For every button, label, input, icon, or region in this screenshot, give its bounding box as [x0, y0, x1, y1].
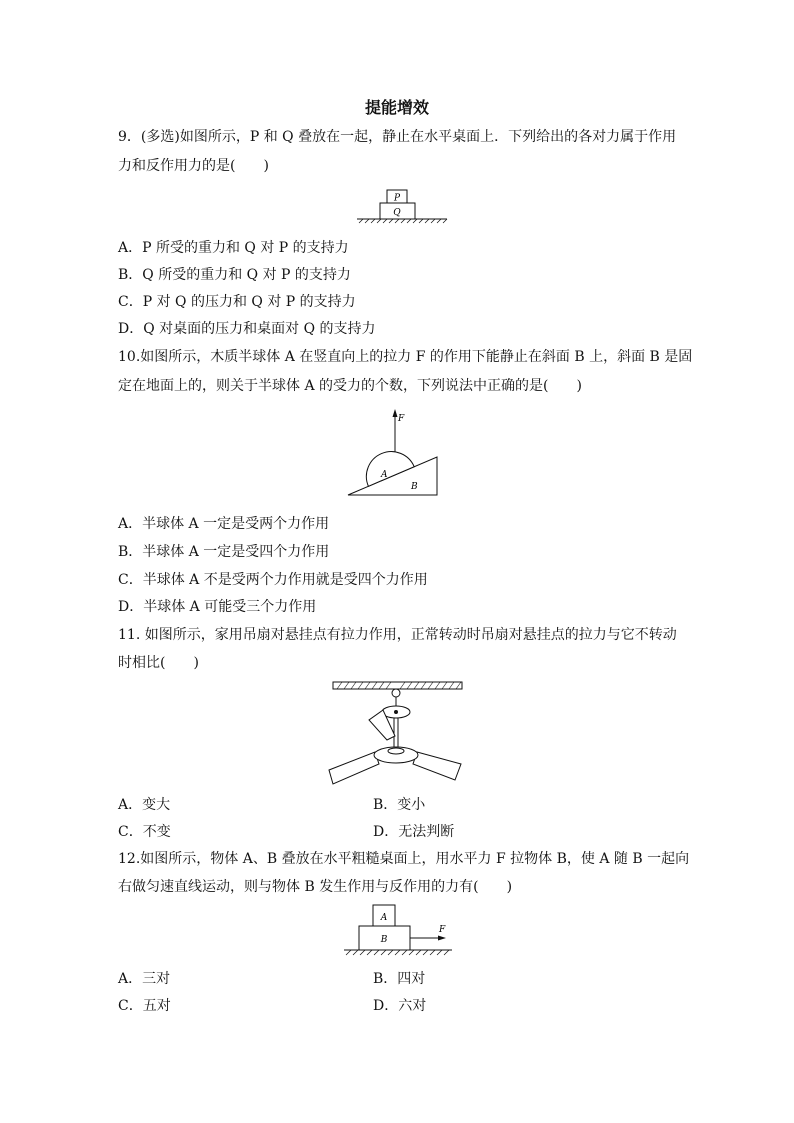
q11-option-c: C．不变 [118, 824, 171, 840]
q10-label-f: F [398, 414, 405, 424]
q10-label-b: B [411, 482, 418, 492]
q12-label-b: B [380, 935, 388, 945]
q10-option-d: D．半球体 A 可能受三个力作用 [118, 599, 317, 615]
q12-option-a: A．三对 [118, 971, 171, 987]
q11-hook [392, 689, 400, 697]
q10-stem-line2: 定在地面上的，则关于半球体 A 的受力的个数，下列说法中正确的是( ) [118, 378, 582, 394]
q10-force-arrowhead [393, 409, 398, 417]
q10-label-a: A [381, 470, 388, 480]
q11-stem-line2: 时相比( ) [118, 655, 199, 671]
q10-figure [345, 405, 445, 500]
q11-option-b: B．变小 [373, 797, 426, 813]
q11-blade-right [413, 752, 461, 780]
q9-option-b: B．Q 所受的重力和 Q 对 P 的支持力 [118, 267, 351, 283]
section-title: 提能增效 [364, 98, 429, 117]
q10-option-c: C．半球体 A 不是受两个力作用就是受四个力作用 [118, 572, 428, 588]
q10-stem-line1: 10.如图所示，木质半球体 A 在竖直向上的拉力 F 的作用下能静止在斜面 B 上，斜面 B 是固 [118, 349, 693, 365]
q12-option-c: C．五对 [118, 998, 171, 1014]
q12-figure [342, 902, 454, 960]
q12-force-arrowhead [438, 936, 446, 941]
q9-stem-line2: 力和反作用力的是( ) [118, 158, 269, 174]
q9-option-c: C．P 对 Q 的压力和 Q 对 P 的支持力 [118, 294, 356, 310]
q12-stem-line1: 12.如图所示，物体 A、B 叠放在水平粗糙桌面上，用水平力 F 拉物体 B，使 A 随 B 一起向 [118, 851, 690, 867]
q10-option-a: A．半球体 A 一定是受两个力作用 [118, 516, 330, 532]
q9-label-q: Q [393, 208, 401, 218]
q10-option-b: B．半球体 A 一定是受四个力作用 [118, 544, 330, 560]
q9-option-d: D．Q 对桌面的压力和桌面对 Q 的支持力 [118, 321, 376, 337]
q11-downrod [394, 718, 398, 748]
q11-blade-left [329, 752, 379, 784]
q9-label-p: P [393, 193, 401, 204]
q9-stem-line1: 9．(多选)如图所示，P 和 Q 叠放在一起，静止在水平桌面上．下列给出的各对力属于作用 [118, 129, 677, 145]
q11-canopy-center [394, 710, 398, 714]
q9-option-a: A．P 所受的重力和 Q 对 P 的支持力 [118, 240, 349, 256]
q12-label-a: A [380, 913, 388, 923]
q11-option-a: A．变大 [118, 797, 171, 813]
q12-stem-line2: 右做匀速直线运动，则与物体 B 发生作用与反作用的力有( ) [118, 879, 513, 895]
q12-label-f: F [439, 925, 446, 935]
q11-motor-top [388, 748, 404, 754]
q11-ceiling-fan-figure [325, 676, 470, 791]
q9-figure [355, 185, 450, 225]
q11-stem-line1: 11. 如图所示，家用吊扇对悬挂点有拉力作用，正常转动时吊扇对悬挂点的拉力与它不转动 [118, 627, 677, 643]
q11-option-d: D．无法判断 [373, 824, 455, 840]
q12-option-b: B．四对 [373, 971, 426, 987]
q12-table-hatch [346, 950, 449, 955]
q9-table-hatch [359, 219, 447, 223]
q12-option-d: D．六对 [373, 998, 427, 1014]
